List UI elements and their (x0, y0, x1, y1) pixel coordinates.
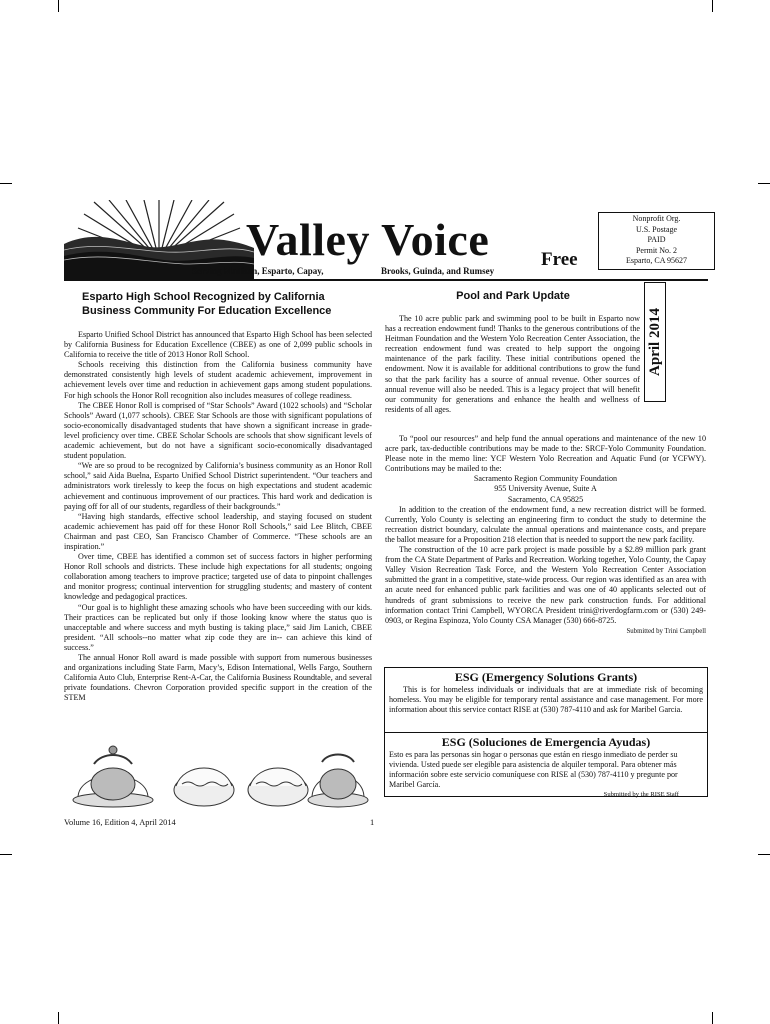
esg-es-body: Esto es para las personas sin hogar o personas que están en riesgo inmediato de perder su vivienda. Usted puede ser elegible para asistencia de alquiler temporal. Para obtener más información sobre este servicio comuníquese con RISE al (530) 787-4110 y pregunte por Maribel García. (389, 750, 678, 790)
crop-mark (758, 854, 770, 855)
crop-mark (58, 0, 59, 12)
article-paragraph: The construction of the 10 acre park project is made possible by a $2.89 million park grant from the CA State Department of Parks and Recreation. Working together, Yolo County, the Capay Valley Vision Recreation Task Force, and the Western Yolo Recreation Center Association submitted the grant in a competitive, state-wide process. Our region was identified as an area with an acute need for enhanced public park facilities and was one of 40 applicants selected out of hundreds of grant submissions to receive the new park construction funds. For additional information contact Trini Campbell, WYORCA President trini@riverdogfarm.com or (530) 249-0903, or Regina Espinoza, Yolo County CSA Manager (530) 666-8725. (385, 545, 706, 625)
esg-body: This is for homeless individuals or individuals that are at immediate risk of becoming homeless. You may be eligible for temporary rental assistance and case management. For more information about this service contact RISE at (530) 787-4110 and ask for Maribel Garcia. (389, 685, 703, 715)
crop-mark (758, 183, 770, 184)
footer-page-number: 1 (370, 818, 375, 827)
esg-es-credit: Submitted by the RISE Staff (603, 791, 679, 799)
crop-mark (58, 1012, 59, 1024)
esg-headline: ESG (Emergency Solutions Grants) (454, 670, 638, 684)
article-credit: Submitted by Trini Campbell (626, 627, 706, 635)
esg-es-headline: ESG (Soluciones de Emergencia Ayudas) (441, 735, 651, 749)
eggs-illustration (64, 740, 372, 812)
left-article-body (64, 330, 372, 703)
masthead-serving-2: Brooks, Guinda, and Rumsey (381, 266, 495, 276)
postage-line: PAID (647, 235, 666, 245)
mailing-address-line: 955 University Avenue, Suite A (494, 484, 597, 494)
postage-line: U.S. Postage (635, 224, 678, 234)
article-paragraph: Schools receiving this distinction from the California business community have demonstrated consistently high levels of student academic achievement, improvement in achievement levels over time and reduction in achievement gaps among student populations. For high schools the Honor Roll recognition also includes measures of college readiness. (64, 360, 372, 400)
pool-article-headline: Pool and Park Update (456, 290, 570, 302)
free-label: Free (541, 249, 578, 270)
article-paragraph: “Having high standards, effective school leadership, and staying focused on student academic achievement has paid off for these Honor Roll Schools,” said Lee Blitch, CBEE Chairman and past CEO, San Francisco Chamber of Commerce. “These schools are an inspiration.” (64, 511, 372, 551)
postage-line: Esparto, CA 95627 (625, 256, 688, 266)
mailing-address-line: Sacramento Region Community Foundation (473, 474, 618, 484)
postage-line: Nonprofit Org. (632, 214, 681, 223)
esg-es-box (384, 733, 708, 797)
article-paragraph: The CBEE Honor Roll is comprised of “Star Schools” Award (1022 schools) and “Scholar Schools” Award (1,077 schools). CBEE Star Schools are those with significant populations of socio-economically disadvantaged students that have shown a significant increase in grade-level proficiency over time. CBEE Scholar Schools are schools that show significant levels of academic achievement, but do not have a significant socio-economically disadvantaged student population. (64, 400, 372, 461)
date-banner-box (644, 282, 666, 402)
crop-mark (0, 183, 12, 184)
article-paragraph: The 10 acre public park and swimming pool to be built in Esparto now has a recreation endowment fund! Thanks to the generous contributions of the Heitman Foundation and the Western Yolo Recreation Center Association, the recreation endowment fund was created to help support the ongoing maintenance of the park facility. These initial contributions opened the endowment. Now it is available for additional contributions to grow the fund so that the park facility has a source of annual revenue. Other sources of annual revenue will also be needed. This is a legacy project that will benefit our community for generations and enhance the health and wellness of residents of all ages. (385, 314, 640, 414)
pool-article-body (385, 434, 706, 637)
postage-line: Permit No. 2 (635, 245, 678, 255)
article-paragraph: “We are so proud to be recognized by California’s business community as an Honor Roll school,” said Aida Buelna, Esparto Unified School District superintendent. “Our teachers and administrators work tirelessly to keep the focus on high expectations and student academic achievement and continuous improvement of our practices. This hard work and dedication is paying off for all of our students, regardless of their backgrounds.” (64, 461, 372, 511)
crop-mark (0, 854, 12, 855)
masthead-title: Valley Voice (246, 214, 490, 265)
esg-box (384, 667, 708, 733)
article-paragraph: Over time, CBEE has identified a common set of success factors in higher performing Honor Roll schools and districts. These include high expectations for all students; ongoing collaboration among teachers to improve practice; targeted use of data to pinpoint challenges and monitor progress; continual intervention for struggling students; and mastery of content knowledge and pedagogical practices. (64, 552, 372, 602)
left-article (64, 290, 372, 318)
crop-mark (712, 1012, 713, 1024)
article-paragraph: In addition to the creation of the endowment fund, a new recreation district will be formed. Currently, Yolo County is selecting an engineering firm to conduct the study to determine the recreation district boundary, calculate the annual operations and maintenance costs, and prepare the ballot measure for a Proposition 218 election that is needed to support the new park facility. (385, 504, 706, 544)
pool-article-top (385, 314, 640, 415)
article-paragraph: “Our goal is to highlight these amazing schools who have been succeeding with our kids. Their practices can be replicated but only if those looking know where the status quo is unacceptable and where success and myth busting is taking place,” said Jim Lanich, CBEE president. “All schools--no matter what zip code they are in-- can achieve this kind of success.” (64, 602, 372, 652)
left-article-headline: Esparto High School Recognized by California Business Community For Education Excellence (82, 291, 332, 317)
masthead-serving: Serving Madison, Esparto, Capay, (192, 266, 324, 276)
article-paragraph: To “pool our resources” and help fund the annual operations and maintenance of the new 10 acre park, tax-deductible contributions may be made to the: SRCF-Yolo Community Foundation. Please note in the memo line: YCF Western Yolo Recreation and Aquatic Fund (or YCFWY). Contributions may be mailed to the: (385, 434, 706, 474)
mailing-address-line: Sacramento, CA 95825 (507, 494, 584, 504)
postage-indicia (598, 212, 715, 270)
article-paragraph: The annual Honor Roll award is made possible with support from numerous businesses and organizations including State Farm, Macy’s, Edison International, Wells Fargo, Southern California Auto Club, Enterprise Rent-A-Car, the California Business Roundtable, and several private foundations. Chevron Corporation provided specific support in the creation of the STEM (64, 653, 372, 703)
footer-volume: Volume 16, Edition 4, April 2014 (64, 818, 176, 827)
date-banner: April 2014 (647, 308, 663, 376)
article-paragraph: Esparto Unified School District has announced that Esparto High School has been selected by California Business for Education Excellence (CBEE) as one of 2,099 public schools in California to receive the title of 2013 Honor Roll School. (64, 330, 372, 360)
crop-mark (712, 0, 713, 12)
masthead-rule (64, 279, 708, 281)
